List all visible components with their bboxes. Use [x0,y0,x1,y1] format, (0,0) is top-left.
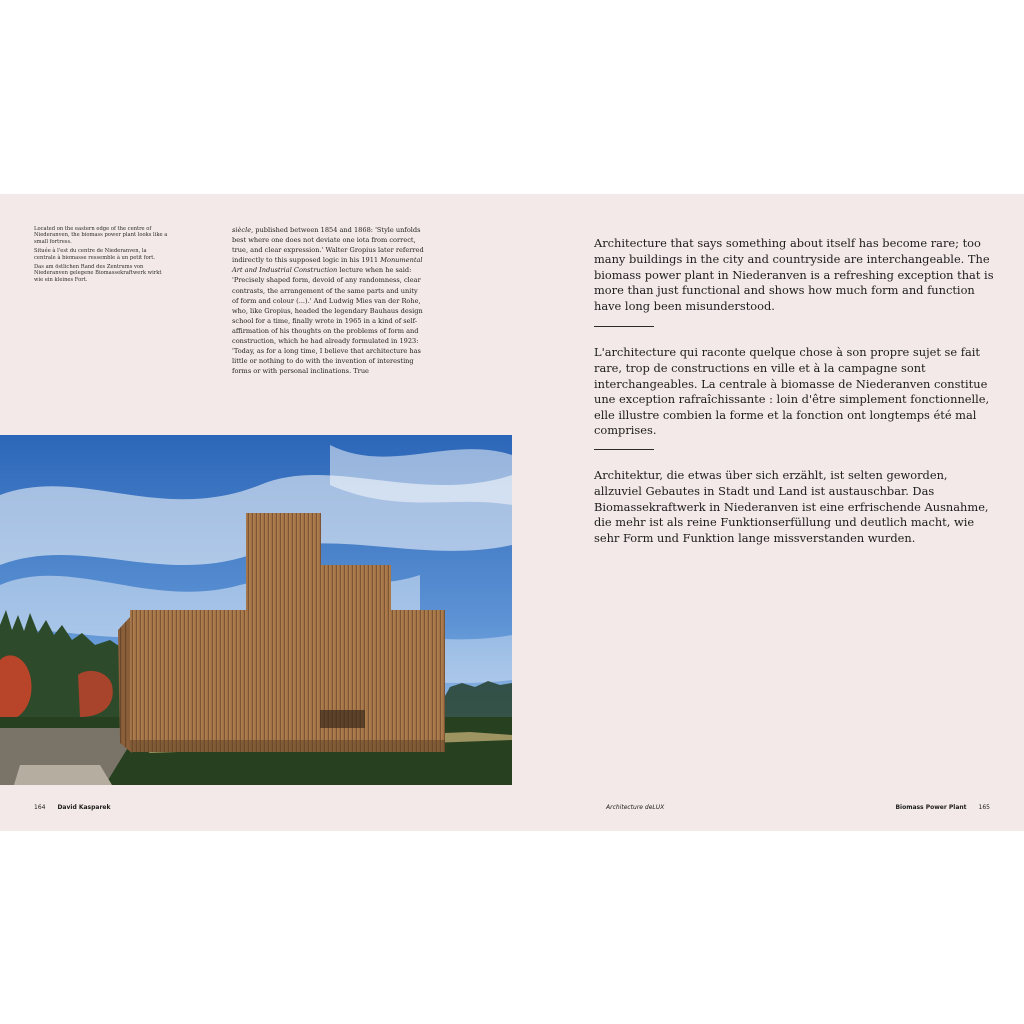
biomass-power-plant-photo [0,435,512,785]
footer-author: David Kasparek [57,804,111,811]
caption-en: Located on the eastern edge of the centre of Niederanven, the biomass power plant looks like a small fortress. [34,226,168,245]
book-spread [0,194,1024,831]
body-italic-3: Monumental Art and Industrial Construction [232,256,423,275]
footer-section-title: Biomass Power Plant [895,804,967,811]
right-page-number: 165 [978,804,990,811]
body-italic-1: siècle [232,226,252,234]
body-text-column [232,225,424,376]
caption-fr: Située à l'est du centre de Niederanven, la centrale à biomasse ressemble à un petit fort. [34,248,156,261]
footer-book-title: Architecture deLUX [606,804,665,811]
left-page-number: 164 [34,804,46,811]
divider-rule [594,326,654,327]
divider-rule [594,449,654,450]
image-caption [34,226,169,286]
body-text-4: lecture when he said: 'Precisely shaped form, devoid of any randomness, clear contrasts, the arrangement of the same parts and unity of form and colour (...).' And Ludwig Mies van der Rohe, who, like Gropius, headed the legendary Bauhaus design school for a time, finally wrote in 1965 in a kind of self-affirmation of his thoughts on the problems of form and construction, which he had already formulated in 1923: 'Today, as for a long time, I believe that architecture has little or nothing to do with the invention of interesting forms or with personal inclinations. True [232,266,423,376]
photo-illustration [0,435,512,785]
footer-right [895,804,990,811]
body-text-2: , published between 1854 and 1868: 'Style unfolds best where one does not deviate one iota from correct, true, and clear expression.' Walter Gropius later referred indirectly to this supposed logic in his 1911 [232,226,424,265]
caption-de: Das am östlichen Rand des Zentrums von Niederanven gelegene Biomassekraftwerk wirkt wie ein kleines Fort. [34,264,162,283]
lead-text-french: L'architecture qui raconte quelque chose à son propre sujet se fait rare, trop de constructions en ville et à la campagne sont interchangeables. La centrale à biomasse de Niederanven constitue une exception rafraîchissante : loin d'être simplement fonctionnelle, elle illustre combien la forme et la fonction ont longtemps été mal comprises. [594,345,990,438]
body-paragraph [232,225,424,376]
lead-text-german: Architektur, die etwas über sich erzählt, ist selten geworden, allzuviel Gebautes in Stadt und Land ist austauschbar. Das Biomassekraftwerk in Niederanven ist eine erfrischende Ausnahme, die mehr ist als reine Funktionserfüllung und deutlich macht, wie sehr Form und Funktion lange missverstanden wurden. [594,468,989,545]
footer-left [34,804,110,811]
lead-text-english: Architecture that says something about itself has become rare; too many buildings in the city and countryside are interchangeable. The biomass power plant in Niederanven is a refreshing exception that is more than just functional and shows how much form and function have long been misunderstood. [594,236,994,313]
